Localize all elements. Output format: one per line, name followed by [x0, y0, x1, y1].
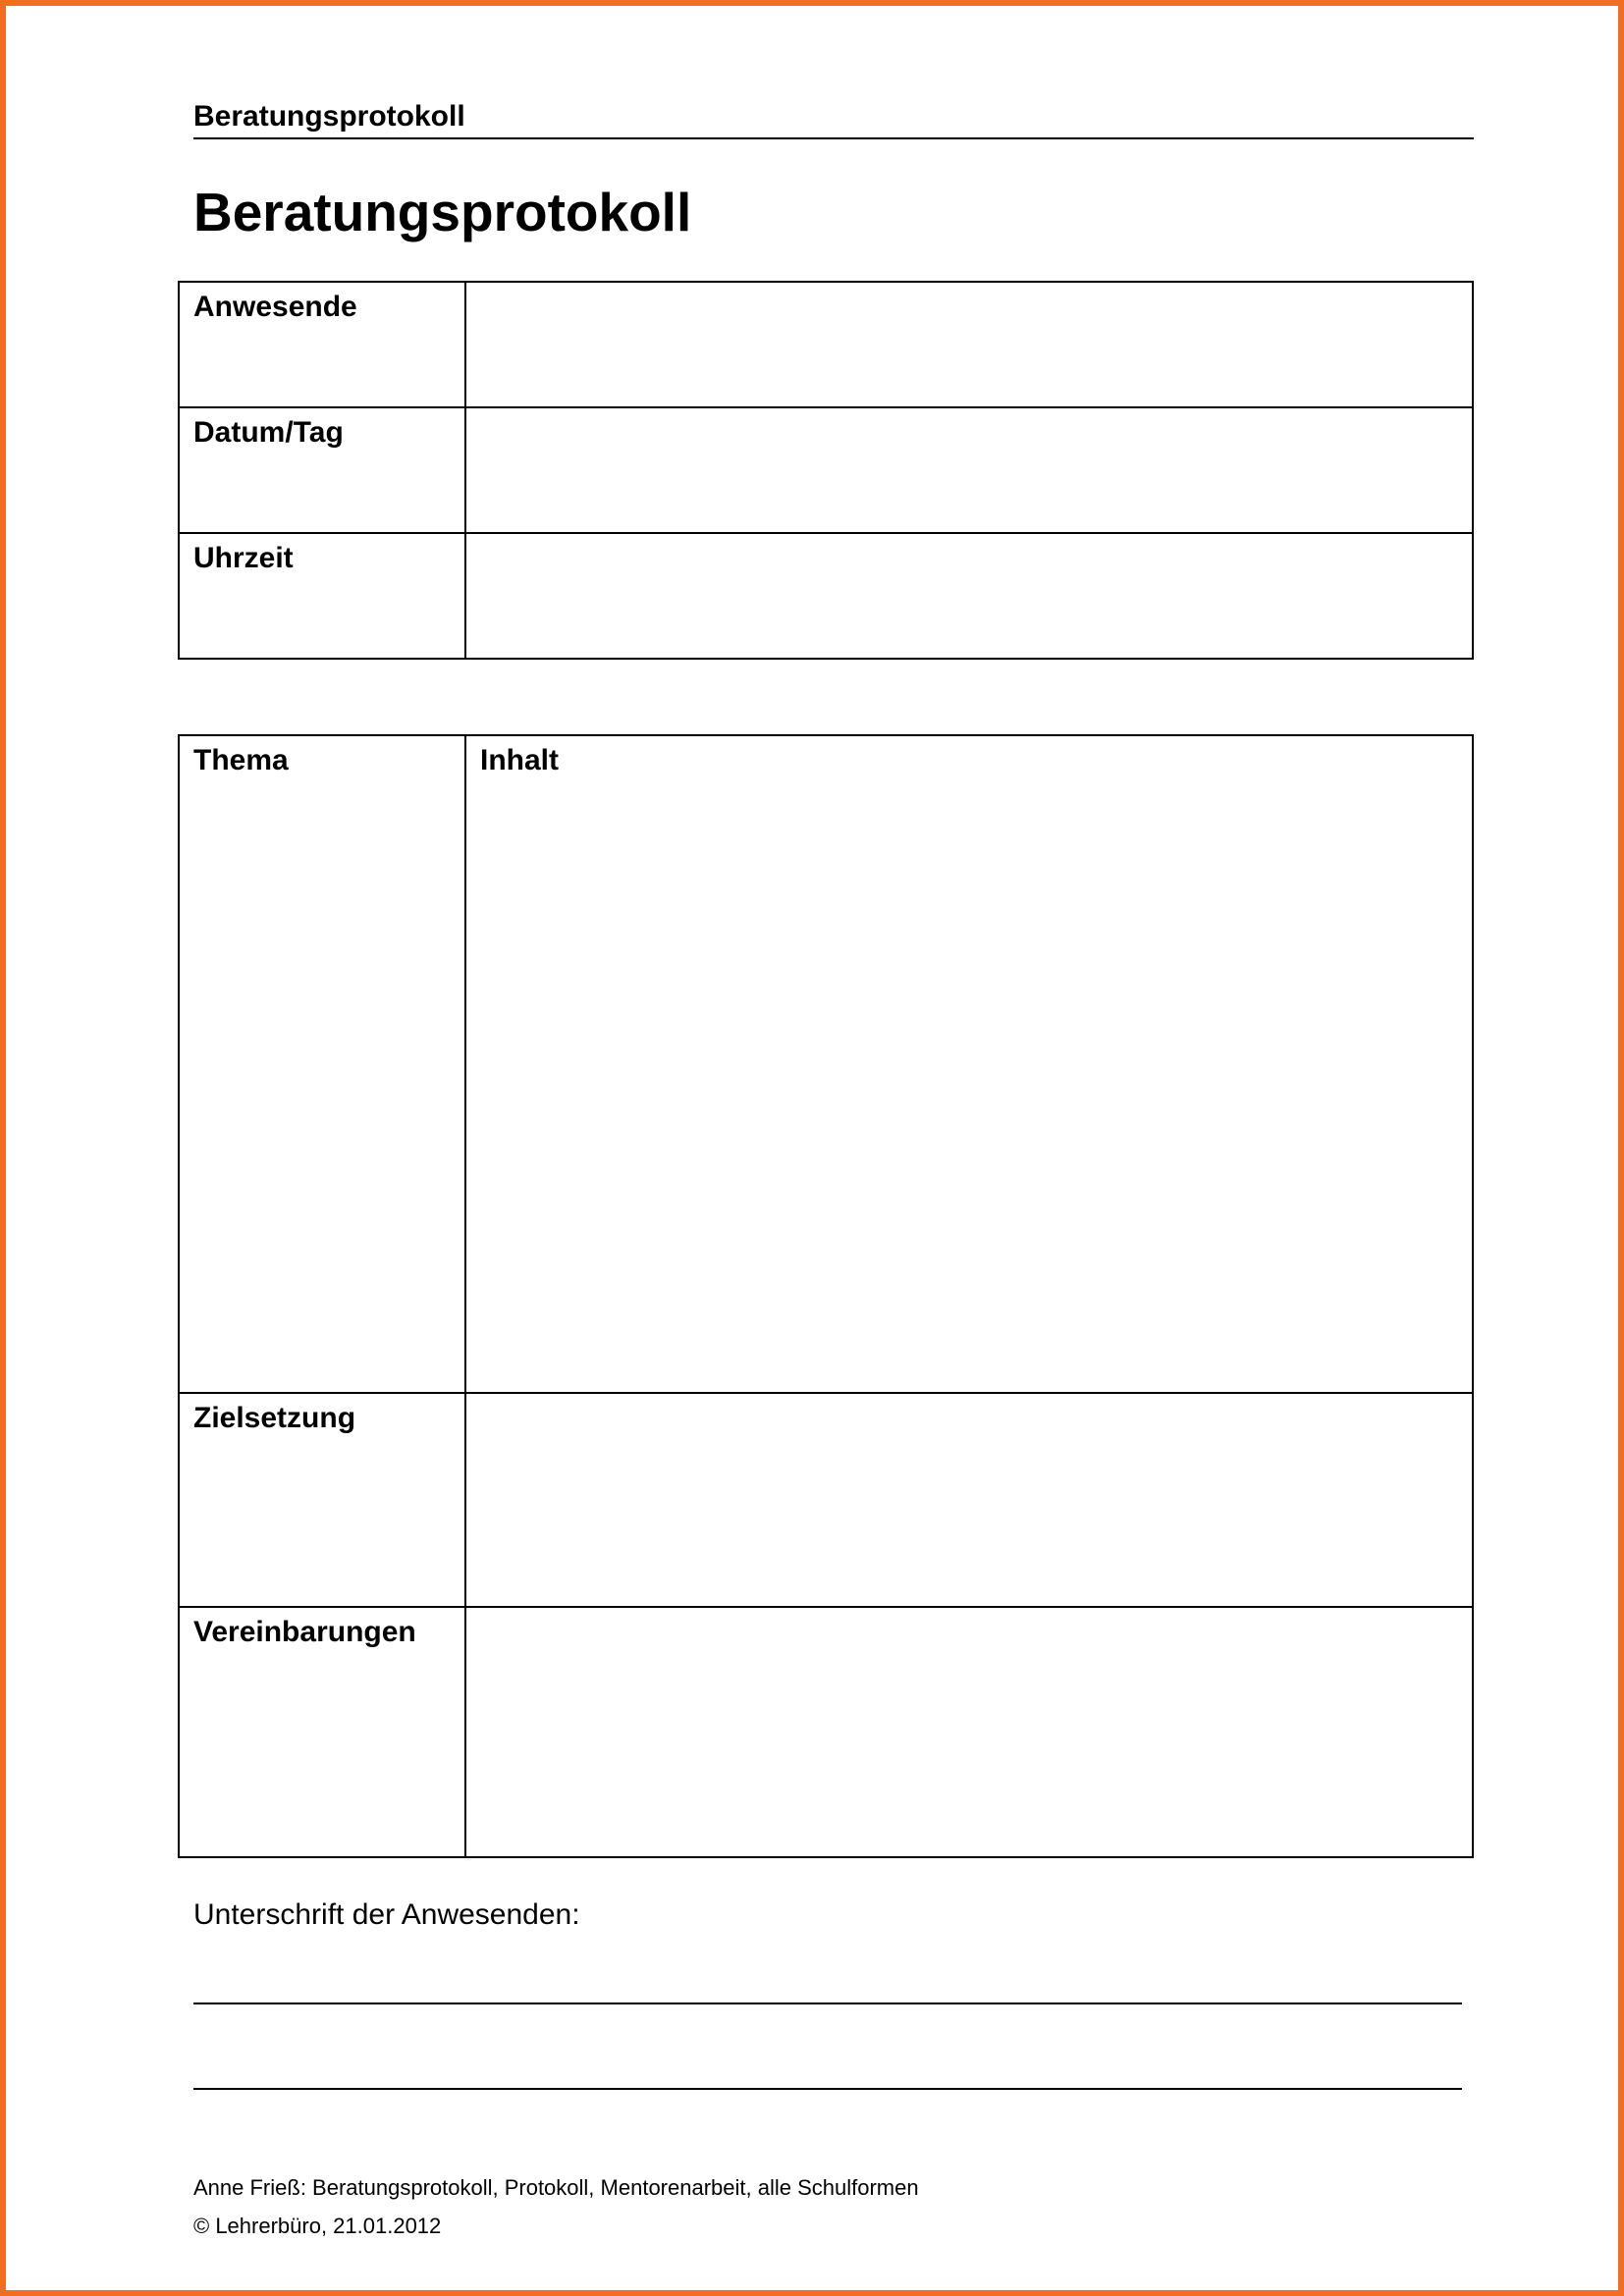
footer-copyright: © Lehrerbüro, 21.01.2012	[193, 2214, 442, 2238]
field-inhalt[interactable]	[465, 735, 1473, 1393]
table-row	[179, 1393, 1473, 1607]
row-label-vereinbarungen: Vereinbarungen	[193, 1616, 416, 1648]
footer-source: Anne Frieß: Beratungsprotokoll, Protokoll, Mentorenarbeit, alle Schulformen	[193, 2175, 919, 2200]
running-header-title: Beratungsprotokoll	[193, 100, 465, 133]
signature-label: Unterschrift der Anwesenden:	[193, 1898, 580, 1931]
field-anwesende[interactable]	[465, 282, 1473, 407]
table-row	[179, 407, 1473, 533]
table-row	[179, 1607, 1473, 1857]
field-datum-tag[interactable]	[465, 407, 1473, 533]
content-table	[178, 734, 1474, 1858]
info-table	[178, 281, 1474, 660]
label-cell-uhrzeit	[179, 533, 465, 659]
table-row	[179, 533, 1473, 659]
page-title: Beratungsprotokoll	[193, 182, 692, 242]
label-cell-zielsetzung	[179, 1393, 465, 1607]
signature-line-2[interactable]	[193, 2088, 1462, 2090]
label-cell-vereinbarungen	[179, 1607, 465, 1857]
field-vereinbarungen[interactable]	[465, 1607, 1473, 1857]
field-zielsetzung[interactable]	[465, 1393, 1473, 1607]
label-cell-anwesende	[179, 282, 465, 407]
row-label-uhrzeit: Uhrzeit	[193, 542, 294, 574]
signature-line-1[interactable]	[193, 2002, 1462, 2004]
table-row	[179, 282, 1473, 407]
row-label-anwesende: Anwesende	[193, 291, 357, 323]
col-header-thema: Thema	[193, 744, 289, 776]
label-cell-datum-tag	[179, 407, 465, 533]
col-header-inhalt: Inhalt	[480, 744, 559, 776]
table-row	[179, 735, 1473, 1393]
row-label-datum-tag: Datum/Tag	[193, 416, 344, 449]
field-thema[interactable]	[179, 735, 465, 1393]
field-uhrzeit[interactable]	[465, 533, 1473, 659]
row-label-zielsetzung: Zielsetzung	[193, 1402, 356, 1434]
running-header	[193, 98, 1474, 139]
